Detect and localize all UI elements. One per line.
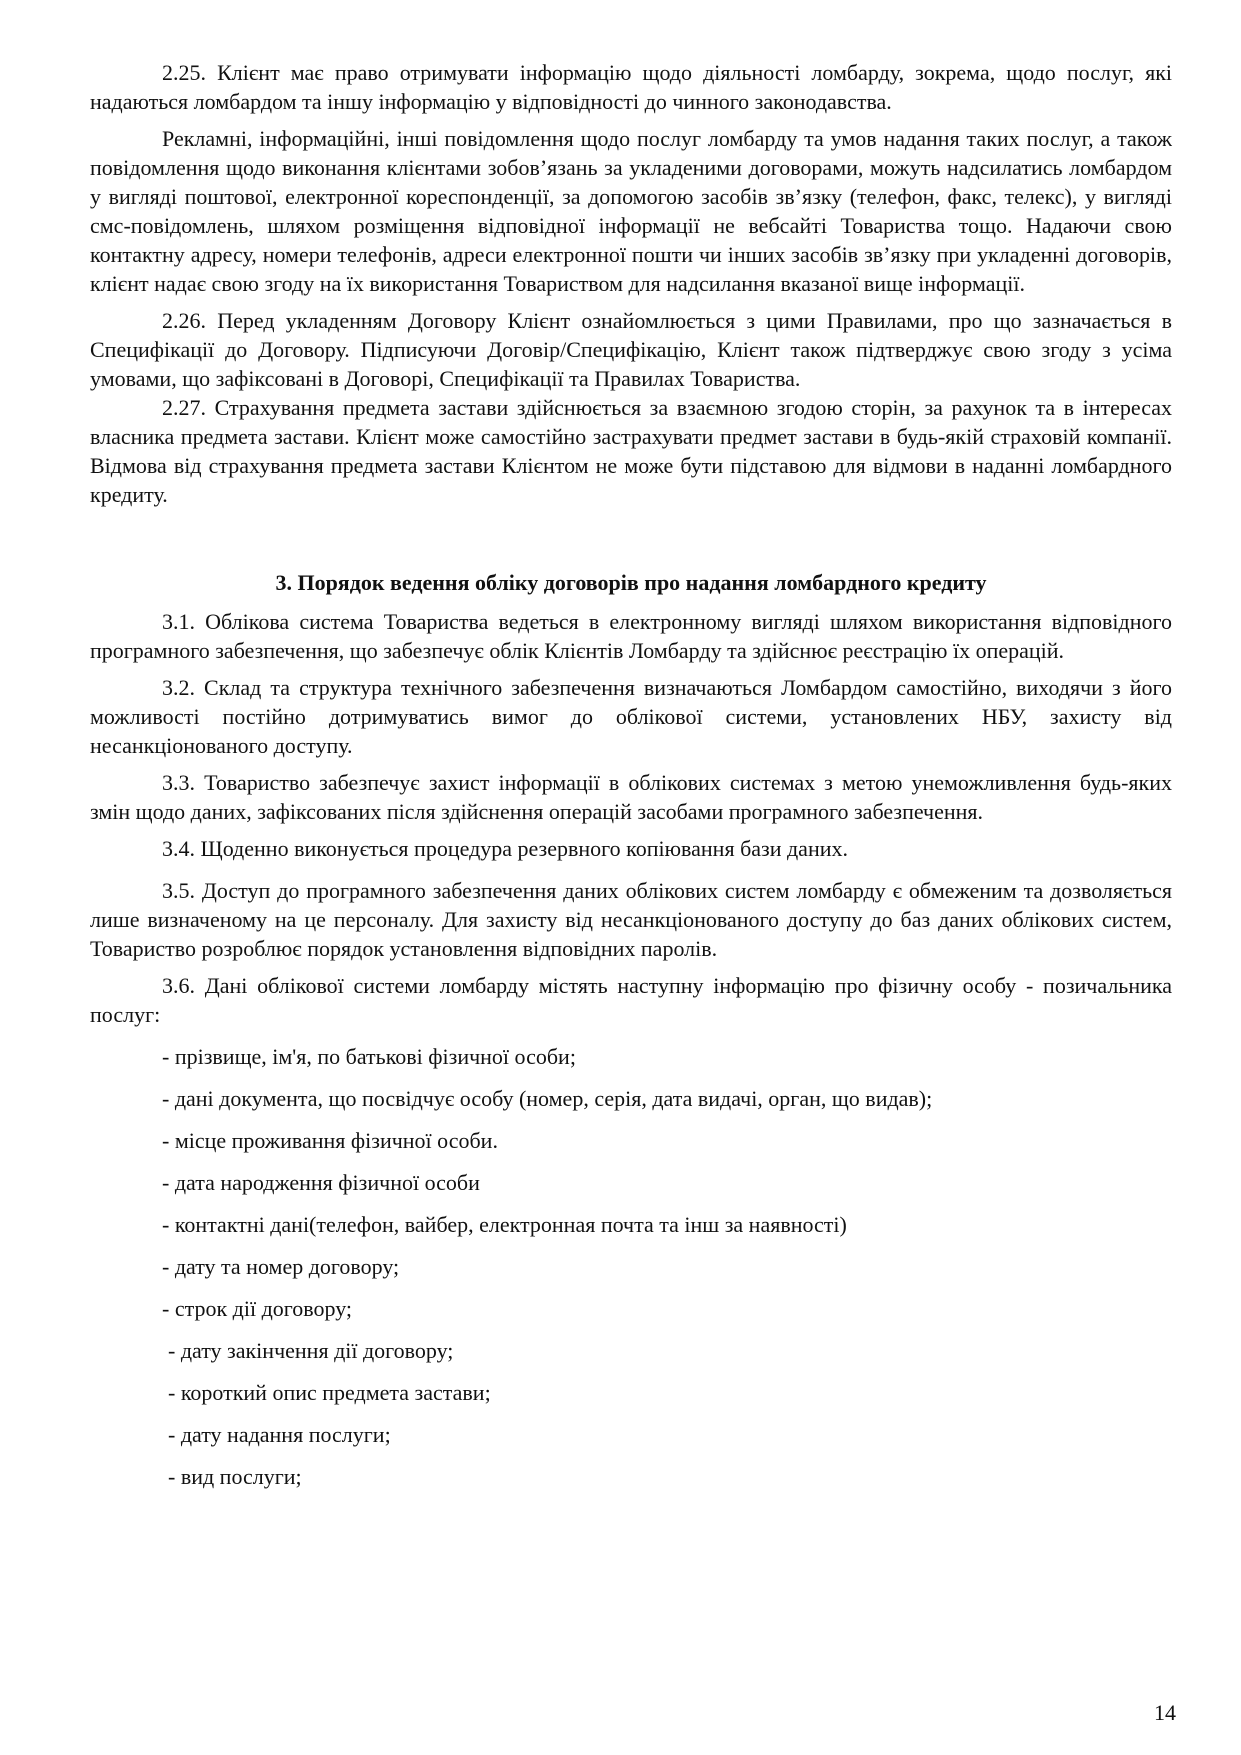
- list-item: - строк дії договору;: [162, 1296, 353, 1321]
- document-page: [90, 58, 1172, 1504]
- paragraph-2-27: 2.27. Страхування предмета застави здійснюється за взаємною згодою сторін, за рахунок та в інтересах власника предмета застави. Клієнт може самостійно застрахувати предмет застави в будь-якій страховій компанії. Відмова від страхування предмета застави Клієнтом не може бути підставою для відмови в наданні ломбардного кредиту.: [90, 395, 1172, 507]
- paragraph-3-2: 3.2. Склад та структура технічного забезпечення визначаються Ломбардом самостійно, виходячи з його можливості постійно дотримуватись вимог до облікової системи, установлених НБУ, захисту від несанкціонованого доступу.: [90, 675, 1172, 758]
- list-item: - дату та номер договору;: [162, 1254, 400, 1279]
- paragraph-3-5: 3.5. Доступ до програмного забезпечення даних облікових систем ломбарду є обмеженим та дозволяється лише визначеному на це персоналу. Для захисту від несанкціонованого доступу до баз даних облікових систем, Товариство розроблює порядок установлення відповідних паролів.: [90, 878, 1172, 961]
- list-item: - дата народження фізичної особи: [162, 1170, 480, 1195]
- list-item: - контактні дані(телефон, вайбер, електронная почта та інш за наявності): [162, 1212, 847, 1237]
- page-number: 14: [1154, 1700, 1176, 1725]
- list-item: - вид послуги;: [168, 1464, 302, 1489]
- paragraph-3-1: 3.1. Облікова система Товариства ведеться в електронному вигляді шляхом використання відповідного програмного забезпечення, що забезпечує облік Клієнтів Ломбарду та здійснює реєстрацію їх операцій.: [90, 609, 1172, 663]
- list-item: - дані документа, що посвідчує особу (номер, серія, дата видачі, орган, що видав);: [162, 1086, 933, 1111]
- paragraph-3-3: 3.3. Товариство забезпечує захист інформації в облікових системах з метою унеможливлення будь-яких змін щодо даних, зафіксованих після здійснення операцій засобами програмного забезпечення.: [90, 770, 1172, 824]
- paragraph-2-25: 2.25. Клієнт має право отримувати інформацію щодо діяльності ломбарду, зокрема, щодо послуг, які надаються ломбардом та іншу інформацію у відповідності до чинного законодавства.: [90, 60, 1172, 114]
- list-item: - короткий опис предмета застави;: [168, 1380, 491, 1405]
- paragraph-2-25-notifications: Рекламні, інформаційні, інші повідомлення щодо послуг ломбарду та умов надання таких послуг, а також повідомлення щодо виконання клієнтами зобов’язань за укладеними договорами, можуть надсилатись ломбардом у вигляді поштової, електронної кореспонденції, за допомогою засобів зв’язку (телефон, факс, телекс), у вигляді смс-повідомлень, шляхом розміщення відповідної інформації не вебсайті Товариства тощо. Надаючи свою контактну адресу, номери телефонів, адреси електронної пошти чи інших засобів зв’язку при укладенні договорів, клієнт надає свою згоду на їх використання Товариством для надсилання вказаної вище інформації.: [90, 126, 1172, 296]
- paragraph-2-26: 2.26. Перед укладенням Договору Клієнт ознайомлюється з цими Правилами, про що зазначається в Специфікації до Договору. Підписуючи Договір/Специфікацію, Клієнт також підтверджує свою згоду з усіма умовами, що зафіксовані в Договорі, Специфікації та Правилах Товариства.: [90, 308, 1172, 391]
- paragraph-3-4: 3.4. Щоденно виконується процедура резервного копіювання бази даних.: [162, 836, 848, 861]
- list-item: - місце проживання фізичної особи.: [162, 1128, 498, 1153]
- borrower-info-list: [90, 1042, 1172, 1491]
- list-item: - дату надання послуги;: [168, 1422, 391, 1447]
- list-item: - прізвище, ім'я, по батькові фізичної особи;: [162, 1044, 576, 1069]
- section-3-heading: 3. Порядок ведення обліку договорів про надання ломбардного кредиту: [275, 570, 987, 595]
- list-item: - дату закінчення дії договору;: [168, 1338, 454, 1363]
- paragraph-3-6: 3.6. Дані облікової системи ломбарду містять наступну інформацію про фізичну особу - позичальника послуг:: [90, 973, 1172, 1027]
